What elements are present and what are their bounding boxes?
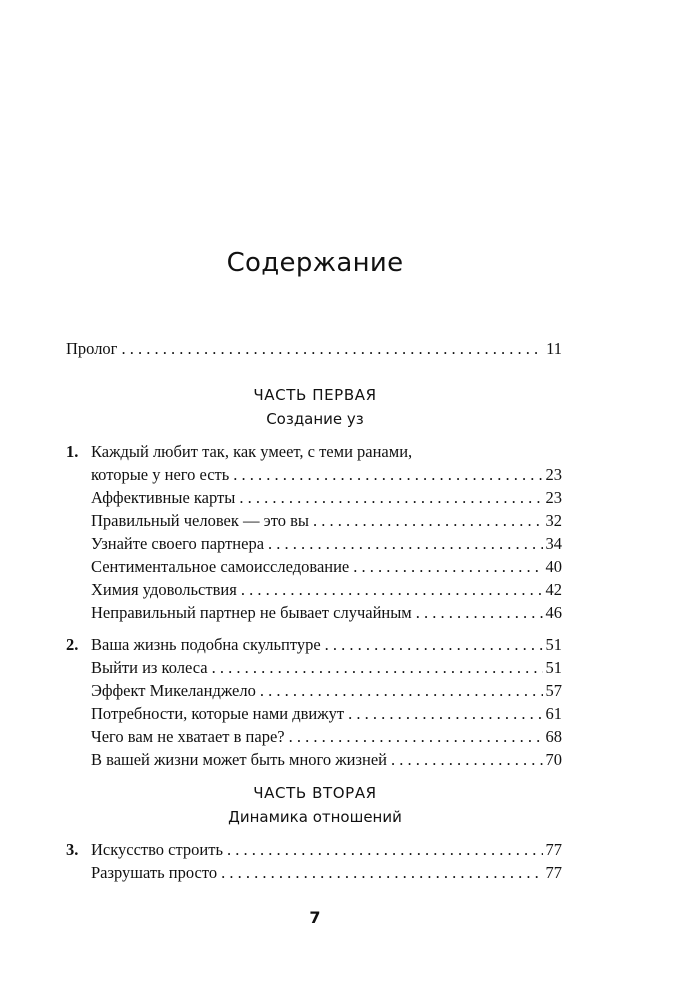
dot-leader [416,603,543,623]
toc-entry[interactable] [66,603,562,625]
toc-page-number: 23 [545,465,562,484]
dot-leader [325,635,543,655]
toc-entry[interactable] [66,658,562,680]
toc-entry-chapter-2[interactable] [66,635,562,657]
toc-entry-label: Выйти из колеса [91,658,208,677]
toc-page-number: 77 [545,863,562,882]
toc-entry[interactable] [66,580,562,602]
part-title: Динамика отношений [228,808,402,826]
chapter-number: 2. [66,635,79,654]
chapter-number: 1. [66,442,79,461]
part-title: Создание уз [266,410,364,428]
toc-page-number: 77 [545,840,562,859]
toc-entry-label: Эффект Микеланджело [91,681,256,700]
dot-leader [221,863,542,883]
toc-page-number: 61 [545,704,562,723]
toc-entry-label: Узнайте своего партнера [91,534,265,553]
chapter-title: Искусство строить [91,840,223,859]
toc-page-number: 23 [545,488,562,507]
page-number: 7 [309,908,321,927]
toc-entry[interactable] [66,511,562,533]
toc-entry-label: Пролог [66,339,118,358]
toc-entry-chapter-3[interactable] [66,840,562,862]
dot-leader [121,339,543,359]
dot-leader [391,750,543,770]
toc-page-number: 34 [545,534,562,553]
dot-leader [260,681,543,701]
toc-page-number: 51 [545,635,562,654]
dot-leader [289,727,543,747]
chapter-heading[interactable] [66,442,562,464]
dot-leader [313,511,543,531]
toc-entry[interactable] [66,488,562,510]
toc-entry-prologue[interactable] [66,339,562,361]
toc-page-number: 51 [545,658,562,677]
dot-leader [348,704,542,724]
toc-entry-label: Сентиментальное самоисследование [91,557,350,576]
chapter-title-line1: Каждый любит так, как умеет, с теми ранами, [91,442,413,461]
toc-entry[interactable] [66,704,562,726]
toc-entry[interactable] [66,557,562,579]
toc-entry-chapter-1[interactable] [66,465,562,487]
page-title: Содержание [226,248,404,278]
dot-leader [268,534,542,554]
toc-page-number: 32 [545,511,562,530]
toc-entry[interactable] [66,750,562,772]
toc-entry[interactable] [66,863,562,885]
toc-page-number: 11 [546,339,562,358]
toc-entry-label: Неправильный партнер не бывает случайным [91,603,412,622]
toc-page-number: 46 [545,603,562,622]
toc-entry[interactable] [66,681,562,703]
toc-entry[interactable] [66,727,562,749]
part-label: ЧАСТЬ ВТОРАЯ [253,784,377,802]
toc-entry-label: В вашей жизни может быть много жизней [91,750,387,769]
toc-entry[interactable] [66,534,562,556]
dot-leader [353,557,542,577]
part-label: ЧАСТЬ ПЕРВАЯ [253,386,377,404]
toc-entry-label: Потребности, которые нами движут [91,704,345,723]
dot-leader [241,580,543,600]
dot-leader [233,465,542,485]
toc-entry-label: Разрушать просто [91,863,218,882]
toc-entry-label: Чего вам не хватает в паре? [91,727,285,746]
toc-page-number: 40 [545,557,562,576]
toc-page-number: 68 [545,727,562,746]
toc-page-number: 57 [545,681,562,700]
dot-leader [239,488,542,508]
toc-page-number: 42 [545,580,562,599]
chapter-title-line2: которые у него есть [91,465,230,484]
toc-entry-label: Аффективные карты [91,488,236,507]
toc-entry-label: Химия удовольствия [91,580,237,599]
toc-page-number: 70 [545,750,562,769]
dot-leader [227,840,543,860]
dot-leader [212,658,543,678]
chapter-title: Ваша жизнь подобна скульптуре [91,635,321,654]
toc-entry-label: Правильный человек — это вы [91,511,309,530]
chapter-number: 3. [66,840,79,859]
